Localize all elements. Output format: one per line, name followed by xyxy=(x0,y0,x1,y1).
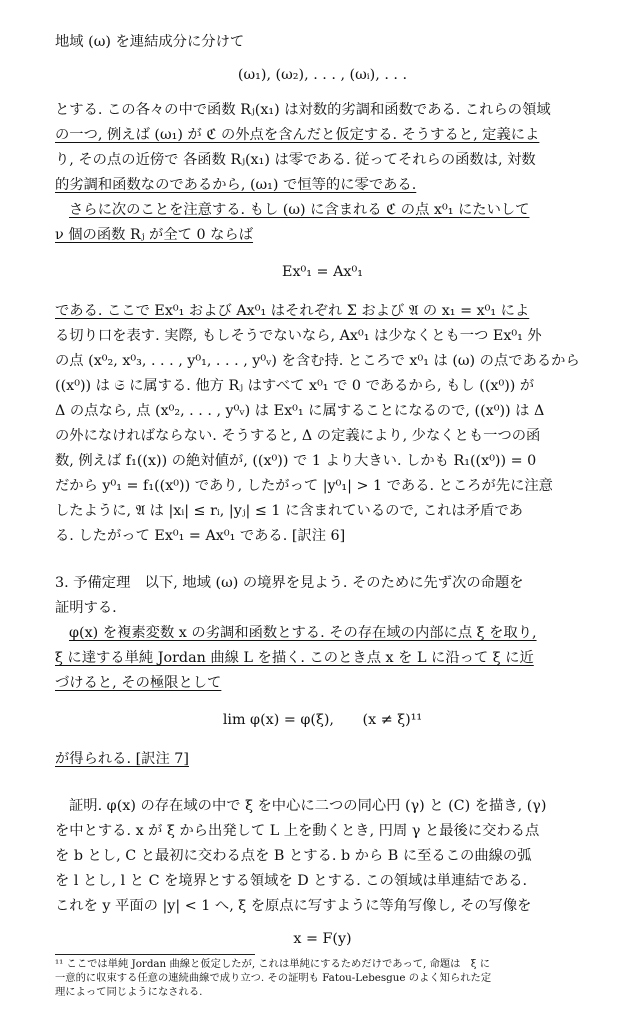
text-line: ξ に達する単純 Jordan 曲線 L を描く. このとき点 x を L に沿って ξ に近 xyxy=(55,650,534,666)
text-line: の一つ, 例えば (ω₁) が ℭ の外点を含んだと仮定する. そうすると, 定義によ xyxy=(55,127,540,143)
paragraph xyxy=(55,794,590,919)
paragraph xyxy=(55,299,590,549)
text-line: したように, 𝔄 は |xᵢ| ≤ rᵢ, |yⱼ| ≤ 1 に含まれているので, これは矛盾であ xyxy=(55,503,523,519)
footnote-rule xyxy=(55,954,255,955)
display-equation: Ex⁰₁ = Ax⁰₁ xyxy=(282,264,363,280)
text-line: だから y⁰₁ = f₁((x⁰)) であり, したがって |y⁰₁| > 1 である. ところが先に注意 xyxy=(55,478,553,494)
footnote-line: 理によって同じようになされる. xyxy=(55,986,203,998)
text-line: の点 (x⁰₂, x⁰₃, . . . , y⁰₁, . . . , y⁰ᵥ) を含む持. ところで x⁰₁ は (ω) の点であるから xyxy=(55,353,580,369)
section-heading xyxy=(55,571,590,621)
text-line: を l とし, l と C を境界とする領域を D とする. この領域は単連結である. xyxy=(55,873,528,889)
text-line: り, その点の近傍で 各函数 Rⱼ(x₁) は零である. 従ってそれらの函数は, 対数 xyxy=(55,152,536,168)
text-line: る. したがって Ex⁰₁ = Ax⁰₁ である. [訳注 6] xyxy=(55,528,346,544)
text-line: ((x⁰)) は 𝔖 に属する. 他方 Rⱼ はすべて x⁰₁ で 0 であるから, もし ((x⁰)) が xyxy=(55,378,535,394)
display-equation: x = F(y) xyxy=(293,931,352,947)
text-line: 証明する. xyxy=(55,600,117,616)
text-line: 地域 (ω) を連結成分に分けて xyxy=(55,34,245,50)
text-line: である. ここで Ex⁰₁ および Ax⁰₁ はそれぞれ Σ および 𝔄 の x₁ = x⁰₁ によ xyxy=(55,303,530,319)
text-line: が得られる. [訳注 7] xyxy=(55,751,189,767)
text-line: る切り口を表す. 実際, もしそうでないなら, Ax⁰₁ は少なくとも一つ Ex⁰₁ 外 xyxy=(55,328,542,344)
text-line: さらに次のことを注意する. もし (ω) に含まれる ℭ の点 x⁰₁ にたいして xyxy=(69,202,530,218)
page xyxy=(55,30,590,999)
text-line: 数, 例えば f₁((x)) の絶対値が, ((x⁰)) で 1 より大きい. しかも R₁((x⁰)) = 0 xyxy=(55,453,537,469)
text-line: づけると, その極限として xyxy=(55,675,222,691)
paragraph xyxy=(55,98,590,198)
footnote xyxy=(55,957,590,999)
text-line: これを y 平面の |y| < 1 へ, ξ を原点に写すように等角写像し, その写像を xyxy=(55,898,532,914)
text-line: とする. この各々の中で函数 Rⱼ(x₁) は対数的劣調和函数である. これらの領域 xyxy=(55,102,551,118)
display-equation: lim φ(x) = φ(ξ), (x ≠ ξ)¹¹ xyxy=(222,712,423,728)
text-line: 証明. φ(x) の存在域の中で ξ を中心に二つの同心円 (γ) と (C) を描き, (γ) xyxy=(69,798,547,814)
text-line: ν 個の函数 Rⱼ が全て 0 ならば xyxy=(55,227,254,243)
text-line: 的劣調和函数なのであるから, (ω₁) で恒等的に零である. xyxy=(55,177,417,193)
text-line: を中とする. x が ξ から出発して L 上を動くとき, 円周 γ と最後に交わる点 xyxy=(55,823,540,839)
footnote-line: ¹¹ ここでは単純 Jordan 曲線と仮定したが, これは単純にするためだけであって, 命題は ξ に xyxy=(55,958,491,970)
text-line: 3. 予備定理 以下, 地域 (ω) の境界を見よう. そのために先ず次の命題を xyxy=(55,575,524,591)
text-line: Δ の点なら, 点 (x⁰₂, . . . , y⁰ᵥ) は Ex⁰₁ に属することになるので, ((x⁰)) は Δ xyxy=(55,403,545,419)
text-line: の外になければならない. そうすると, Δ の定義により, 少なくとも一つの函 xyxy=(55,428,541,444)
text-line: を b とし, C と最初に交わる点を B とする. b から B に至るこの曲線の弧 xyxy=(55,848,532,864)
proposition xyxy=(55,621,590,696)
display-equation: (ω₁), (ω₂), . . . , (ωᵢ), . . . xyxy=(237,67,408,83)
text-line: φ(x) を複素変数 x の劣調和函数とする. その存在域の内部に点 ξ を取り, xyxy=(69,625,537,641)
footnote-line: 一意的に収束する任意の連続曲線で成り立つ. その証明も Fatou-Lebesgue のよく知られた定 xyxy=(55,972,492,984)
paragraph xyxy=(55,198,590,248)
